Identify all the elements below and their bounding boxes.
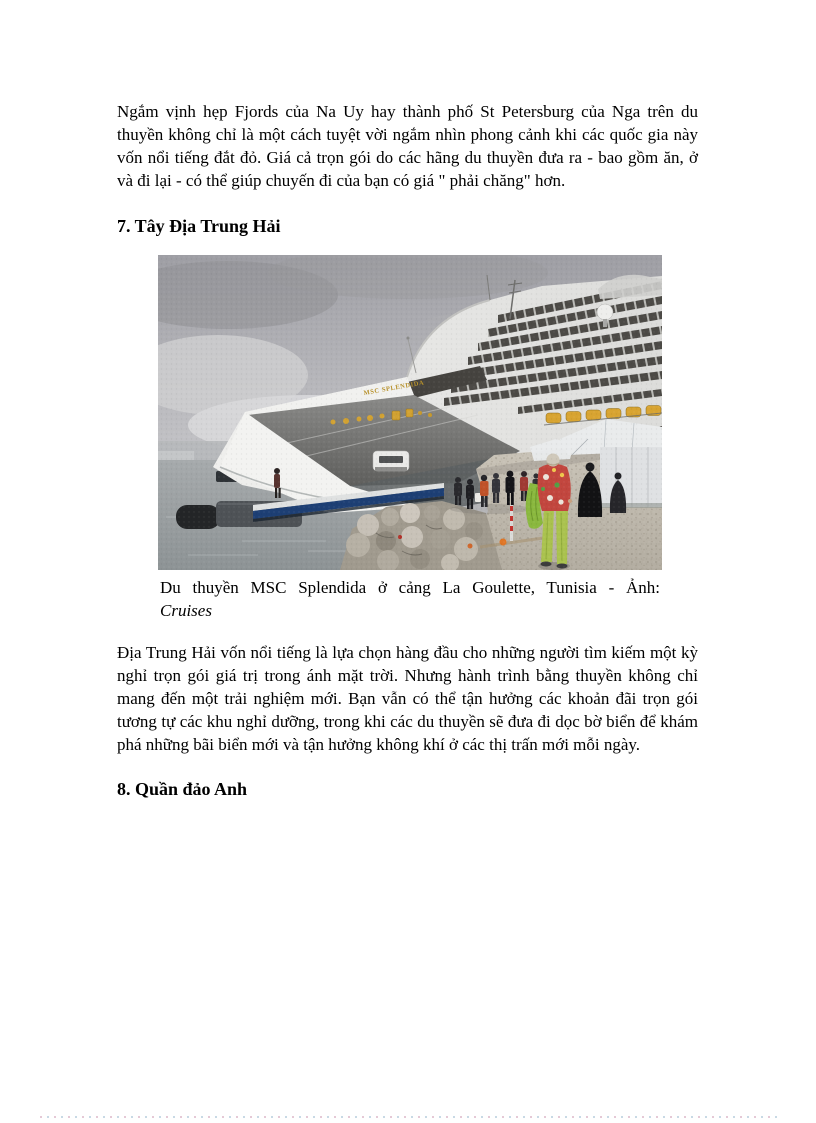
paragraph-mediterranean: Địa Trung Hải vốn nổi tiếng là lựa chọn hàng đầu cho những người tìm kiếm một kỳ nghỉ trọn gói giá trị trong ánh mặt trời. Nhưng hành trình bằng thuyền không chỉ mang đến một trải nghiệm mới. Bạn vẫn có thể tận hưởng các khoản đãi trọn gói tương tự các khu nghỉ dưỡng, trong khi các du thuyền sẽ đưa đi dọc bờ biển để khám phá những bãi biển mới và tận hưởng không khí ở các thị trấn mới mỗi ngày.: [117, 643, 698, 754]
document-content: [117, 100, 698, 801]
cruise-ship-photo: [158, 255, 662, 570]
page-bottom-divider: [40, 1116, 777, 1118]
photo-caption: [160, 576, 660, 622]
paragraph-cruise-pricing: Ngắm vịnh hẹp Fjords của Na Uy hay thành phố St Petersburg của Nga trên du thuyền không chỉ là một cách tuyệt vời ngắm nhìn phong cảnh khi các quốc gia này vốn nổi tiếng đắt đỏ. Giá cả trọn gói do các hãng du thuyền đưa ra - bao gồm ăn, ở và đi lại - có thể giúp chuyến đi của bạn có giá " phải chăng" hơn.: [117, 102, 698, 190]
section-heading-8: 8. Quần đảo Anh: [117, 779, 248, 799]
section-heading-7: 7. Tây Địa Trung Hải: [117, 216, 281, 236]
photo-caption-text: Du thuyền MSC Splendida ở cảng La Goulette, Tunisia - Ảnh:: [160, 578, 660, 597]
photo-credit: Cruises: [160, 601, 212, 620]
photo-grain: [158, 255, 662, 570]
